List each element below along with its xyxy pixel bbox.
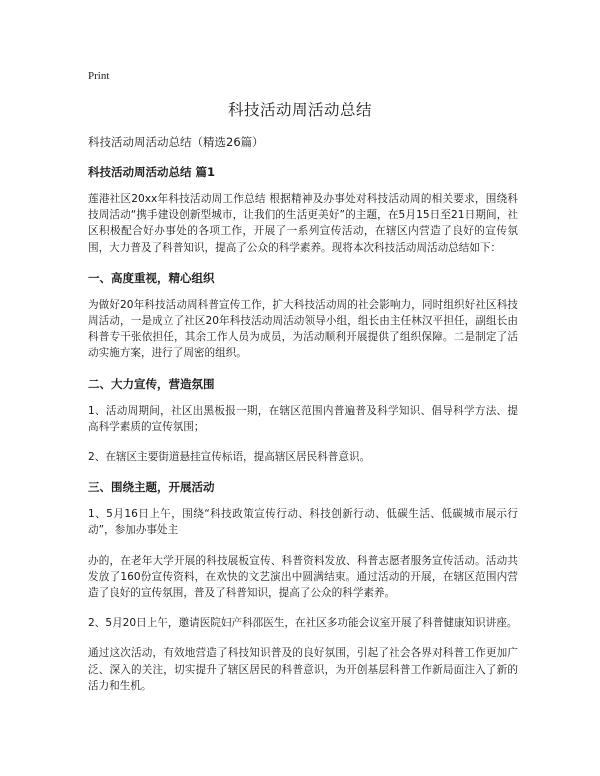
article-heading: 科技活动周活动总结 篇1 <box>88 165 216 179</box>
paragraph-banners: 2、在辖区主要街道悬挂宣传标语，提高辖区居民科普意识。 <box>88 451 371 464</box>
section-heading-3: 三、围绕主题，开展活动 <box>88 480 215 495</box>
paragraph-intro: 莲港社区20xx年科技活动周工作总结 根据精神及办事处对科技活动周的相关要求，围绕科技周活动“携手建设创新型城市，让我们的生活更美好”的主题，在5月15日至21日期间，社区积极配合好办事处的各项工作，开展了一系列宣传活动，在辖区内营造了良好的宣传氛围，大力普及了科普知识，提高了公众的科学素养。现将本次科技活动周活动总结如下： <box>88 193 518 254</box>
paragraph-conclusion: 通过这次活动，有效地营造了科技知识普及的良好氛围，引起了社会各界对科普工作更加广泛、深入的关注，切实提升了辖区居民的科普意识，为开创基层科普工作新局面注入了新的活力和生机。 <box>88 647 518 692</box>
print-link[interactable]: Print <box>88 70 110 82</box>
paragraph-organization: 为做好20年科技活动周科普宣传工作，扩大科技活动周的社会影响力，同时组织好社区科技周活动，一是成立了社区20年科技活动周活动领导小组，组长由主任林汉平担任，副组长由科普专干张依担任，其余工作人员为成员，为活动顺利开展提供了组织保障。二是制定了活动实施方案，进行了周密的组织。 <box>88 298 518 360</box>
paragraph-may16-cont: 办的，在老年大学开展的科技展板宣传、科普资料发放、科普志愿者服务宣传活动。活动共发放了160份宣传资料，在欢快的文艺演出中圆满结束。通过活动的开展，在辖区范围内营造了良好的宣传氛围，普及了科普知识，提高了公众的科学素养。 <box>88 554 518 600</box>
document-content <box>88 134 518 708</box>
paragraph-may20: 2、5月20日上午，邀请医院妇产科邵医生，在社区多功能会议室开展了科普健康知识讲座。 <box>88 617 518 630</box>
paragraph-may16: 1、5月16日上午，围绕“科技政策宣传行动、科技创新行动、低碳生活、低碳城市展示行动”，参加办事处主 <box>88 508 518 537</box>
section-heading-2: 二、大力宣传，营造氛围 <box>88 376 215 391</box>
section-heading-1: 一、高度重视，精心组织 <box>88 270 215 285</box>
page-title: 科技活动周活动总结 <box>227 101 372 119</box>
document-subtitle: 科技活动周活动总结（精选26篇） <box>88 135 264 149</box>
paragraph-blackboard: 1、活动周期间，社区出黑板报一期，在辖区范围内普遍普及科学知识、倡导科学方法、提高科学素质的宣传氛围； <box>88 404 518 433</box>
